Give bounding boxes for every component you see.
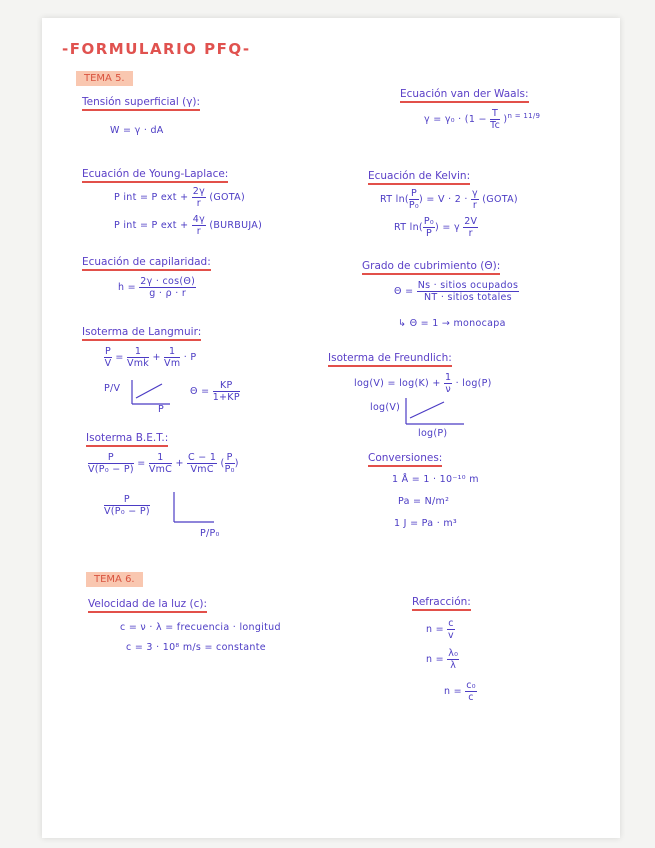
heading-refraccion: Refracción: bbox=[412, 596, 471, 611]
formula-bet: $\frac{P}{\text{V(P₀ − P)}}$ = $\frac{1}{\text{VmC}}$ + $\frac{C - 1}{\text{VmC}}$ ( $\frac{P}{\text{P₀}}$ ) bbox=[88, 452, 239, 475]
langmuir-plot bbox=[130, 378, 172, 406]
bet-plot bbox=[172, 490, 216, 524]
formula-young-burbuja: P int = P ext + $\frac{4\gamma}{r}$ (BURBUJA) bbox=[114, 214, 263, 237]
formula-refraccion-3: n = $\frac{\text{c₀}}{c}$ bbox=[444, 680, 476, 703]
formula-luz: c = ν · λ = frecuencia · longitud bbox=[120, 622, 281, 633]
formula-young-gota: P int = P ext + $\frac{2\gamma}{r}$ (GOTA) bbox=[114, 186, 245, 209]
heading-vanderwaals: Ecuación van der Waals: bbox=[400, 88, 529, 103]
langmuir-plot-line bbox=[136, 384, 162, 398]
tema-6-label: TEMA 6. bbox=[86, 572, 143, 587]
bet-plot-xaxis: P/P₀ bbox=[200, 528, 220, 539]
formula-freundlich: log(V) = log(K) + $\frac{1}{\nu}$ · log(P) bbox=[354, 372, 492, 395]
langmuir-plot-yaxis: P/V bbox=[104, 383, 121, 394]
langmuir-plot-xaxis: P bbox=[158, 404, 165, 415]
formula-luz-constante: c = 3 · 10⁸ m/s = constante bbox=[126, 642, 266, 653]
formula-refraccion-1: n = $\frac{c}{v}$ bbox=[426, 618, 454, 641]
heading-kelvin: Ecuación de Kelvin: bbox=[368, 170, 470, 185]
heading-young-laplace: Ecuación de Young-Laplace: bbox=[82, 168, 228, 183]
heading-conversiones: Conversiones: bbox=[368, 452, 442, 467]
freundlich-plot-yaxis: log(V) bbox=[370, 402, 401, 413]
heading-langmuir: Isoterma de Langmuir: bbox=[82, 326, 201, 341]
heading-luz: Velocidad de la luz (c): bbox=[88, 598, 207, 613]
formula-vanderwaals: γ = γ₀ · (1 − $\frac{T}{Tc}$ )$^{n = 11/9}$ bbox=[424, 108, 541, 131]
page-title: -FORMULARIO PFQ- bbox=[62, 40, 251, 58]
freundlich-plot-line bbox=[410, 402, 444, 418]
bet-plot-yaxis: $\frac{P}{\text{V(P₀ − P)}}$ bbox=[104, 494, 150, 517]
formula-capilaridad: h = $\frac{2\gamma \cdot \cos(\Theta)}{g \cdot \rho \cdot r}$ bbox=[118, 276, 196, 299]
heading-bet: Isoterma B.E.T.: bbox=[86, 432, 168, 447]
formula-kelvin-gota: RT ln( $\frac{P}{\text{P₀}}$ ) = V · 2 · $\frac{\gamma}{r}$ (GOTA) bbox=[380, 188, 518, 211]
formula-kelvin-burbuja: RT ln( $\frac{\text{P₀}}{P}$ ) = γ $\frac{2V}{r}$ bbox=[394, 216, 478, 239]
tema-5-label: TEMA 5. bbox=[76, 71, 133, 86]
formula-langmuir: $\frac{P}{V}$ = $\frac{1}{\text{Vmk}}$ + $\frac{1}{Vm}$ · P bbox=[104, 346, 197, 369]
heading-tension: Tensión superficial (γ): bbox=[82, 96, 200, 111]
formula-refraccion-2: n = $\frac{\text{λ₀}}{\lambda}$ bbox=[426, 648, 459, 671]
conversion-pascal: Pa = N/m² bbox=[398, 496, 450, 507]
heading-recubrimiento: Grado de cubrimiento (Θ): bbox=[362, 260, 500, 275]
note-monocapa: ↳ Θ = 1 → monocapa bbox=[398, 318, 506, 329]
formula-tension: W = γ · dA bbox=[110, 125, 164, 136]
freundlich-plot-xaxis: log(P) bbox=[418, 428, 448, 439]
heading-capilaridad: Ecuación de capilaridad: bbox=[82, 256, 211, 271]
conversion-angstrom: 1 Å = 1 · 10⁻¹⁰ m bbox=[392, 474, 479, 485]
formula-langmuir-theta: Θ = $\frac{KP}{1+KP}$ bbox=[190, 380, 240, 403]
heading-freundlich: Isoterma de Freundlich: bbox=[328, 352, 452, 367]
notes-page bbox=[42, 18, 620, 838]
conversion-joule: 1 J = Pa · m³ bbox=[394, 518, 458, 529]
freundlich-plot bbox=[404, 396, 466, 426]
formula-recubrimiento: Θ = $\frac{\text{Ns · sitios ocupados}}{\text{NT · sitios totales}}$ bbox=[394, 280, 519, 303]
